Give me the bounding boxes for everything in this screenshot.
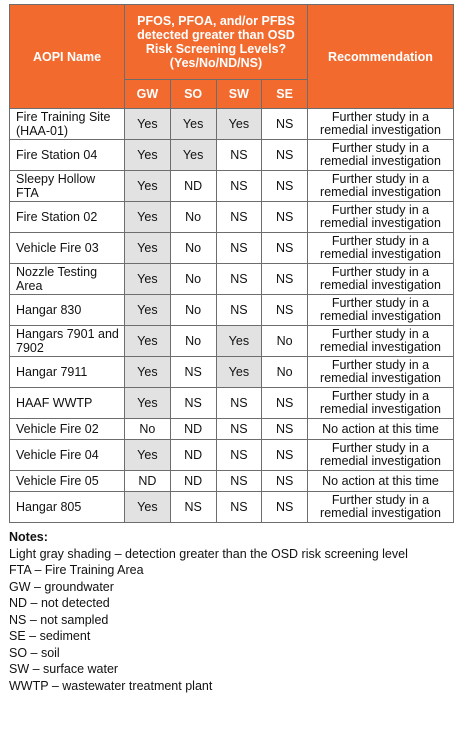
sw-cell: Yes <box>216 109 262 140</box>
se-cell: NS <box>262 471 308 492</box>
so-cell: ND <box>170 440 216 471</box>
header-recommendation: Recommendation <box>308 5 454 109</box>
gw-cell: Yes <box>125 264 171 295</box>
aopi-name-cell: Hangar 7911 <box>10 357 125 388</box>
table-row <box>10 109 454 140</box>
so-cell: ND <box>170 471 216 492</box>
gw-cell: Yes <box>125 295 171 326</box>
note-item: SE – sediment <box>9 629 91 643</box>
aopi-name-cell: Vehicle Fire 03 <box>10 233 125 264</box>
note-item: FTA – Fire Training Area <box>9 563 144 577</box>
aopi-name-cell: Hangar 830 <box>10 295 125 326</box>
recommendation-cell: Further study in a remedial investigation <box>308 326 454 357</box>
table-row <box>10 202 454 233</box>
note-item: WWTP – wastewater treatment plant <box>9 678 213 693</box>
recommendation-cell: Further study in a remedial investigation <box>308 202 454 233</box>
so-cell: ND <box>170 171 216 202</box>
se-cell: NS <box>262 233 308 264</box>
gw-cell: Yes <box>125 388 171 419</box>
sw-cell: NS <box>216 440 262 471</box>
so-cell: NS <box>170 357 216 388</box>
gw-cell: Yes <box>125 440 171 471</box>
gw-cell: Yes <box>125 233 171 264</box>
so-cell: Yes <box>170 140 216 171</box>
so-cell: Yes <box>170 109 216 140</box>
header-se: SE <box>262 80 308 109</box>
table-row <box>10 492 454 523</box>
sw-cell: NS <box>216 492 262 523</box>
recommendation-cell: Further study in a remedial investigation <box>308 440 454 471</box>
recommendation-cell: Further study in a remedial investigation <box>308 233 454 264</box>
note-item: SW – surface water <box>9 662 119 676</box>
recommendation-cell: No action at this time <box>308 419 454 440</box>
so-cell: NS <box>170 492 216 523</box>
table-row <box>10 295 454 326</box>
header-aopi-name: AOPI Name <box>10 5 125 109</box>
recommendation-cell: Further study in a remedial investigation <box>308 295 454 326</box>
so-cell: No <box>170 202 216 233</box>
gw-cell: Yes <box>125 171 171 202</box>
note-item: SO – soil <box>9 645 60 660</box>
aopi-results-table <box>9 4 454 523</box>
aopi-name-cell: Fire Training Site (HAA-01) <box>10 109 125 140</box>
header-gw: GW <box>125 80 171 109</box>
se-cell: No <box>262 357 308 388</box>
table-row <box>10 326 454 357</box>
se-cell: NS <box>262 109 308 140</box>
gw-cell: Yes <box>125 492 171 523</box>
table-row <box>10 264 454 295</box>
note-item: ND – not detected <box>9 596 110 610</box>
se-cell: NS <box>262 440 308 471</box>
header-sw: SW <box>216 80 262 109</box>
so-cell: No <box>170 264 216 295</box>
note-item: GW – groundwater <box>9 579 114 594</box>
note-item: NS – not sampled <box>9 612 109 627</box>
recommendation-cell: Further study in a remedial investigation <box>308 492 454 523</box>
notes-section <box>9 529 454 694</box>
se-cell: NS <box>262 388 308 419</box>
sw-cell: NS <box>216 471 262 492</box>
table-row <box>10 471 454 492</box>
aopi-name-cell: Nozzle Testing Area <box>10 264 125 295</box>
aopi-name-cell: Fire Station 02 <box>10 202 125 233</box>
header-so: SO <box>170 80 216 109</box>
gw-cell: No <box>125 419 171 440</box>
gw-cell: ND <box>125 471 171 492</box>
recommendation-cell: Further study in a remedial investigation <box>308 264 454 295</box>
gw-cell: Yes <box>125 326 171 357</box>
sw-cell: NS <box>216 233 262 264</box>
recommendation-cell: Further study in a remedial investigation <box>308 109 454 140</box>
sw-cell: NS <box>216 388 262 419</box>
aopi-name-cell: Vehicle Fire 05 <box>10 471 125 492</box>
table-row <box>10 419 454 440</box>
sw-cell: NS <box>216 171 262 202</box>
notes-title: Notes: <box>9 530 48 544</box>
sw-cell: Yes <box>216 357 262 388</box>
table-row <box>10 233 454 264</box>
recommendation-cell: Further study in a remedial investigation <box>308 388 454 419</box>
se-cell: NS <box>262 264 308 295</box>
table-row <box>10 388 454 419</box>
note-item: Light gray shading – detection greater than the OSD risk screening level <box>9 546 408 561</box>
so-cell: No <box>170 233 216 264</box>
se-cell: NS <box>262 492 308 523</box>
so-cell: No <box>170 326 216 357</box>
so-cell: NS <box>170 388 216 419</box>
aopi-name-cell: Sleepy Hollow FTA <box>10 171 125 202</box>
se-cell: NS <box>262 202 308 233</box>
header-detection-question: PFOS, PFOA, and/or PFBS detected greater than OSD Risk Screening Levels? (Yes/No/ND/NS) <box>125 5 308 80</box>
gw-cell: Yes <box>125 140 171 171</box>
sw-cell: NS <box>216 295 262 326</box>
gw-cell: Yes <box>125 109 171 140</box>
aopi-name-cell: Hangars 7901 and 7902 <box>10 326 125 357</box>
aopi-name-cell: Vehicle Fire 04 <box>10 440 125 471</box>
so-cell: No <box>170 295 216 326</box>
so-cell: ND <box>170 419 216 440</box>
se-cell: NS <box>262 140 308 171</box>
document <box>9 4 454 694</box>
se-cell: NS <box>262 419 308 440</box>
se-cell: NS <box>262 295 308 326</box>
aopi-name-cell: Fire Station 04 <box>10 140 125 171</box>
aopi-name-cell: Hangar 805 <box>10 492 125 523</box>
recommendation-cell: Further study in a remedial investigation <box>308 357 454 388</box>
se-cell: No <box>262 326 308 357</box>
aopi-name-cell: Vehicle Fire 02 <box>10 419 125 440</box>
table-row <box>10 140 454 171</box>
se-cell: NS <box>262 171 308 202</box>
recommendation-cell: No action at this time <box>308 471 454 492</box>
table-row <box>10 440 454 471</box>
sw-cell: NS <box>216 140 262 171</box>
recommendation-cell: Further study in a remedial investigation <box>308 171 454 202</box>
table-row <box>10 171 454 202</box>
sw-cell: Yes <box>216 326 262 357</box>
recommendation-cell: Further study in a remedial investigation <box>308 140 454 171</box>
aopi-name-cell: HAAF WWTP <box>10 388 125 419</box>
sw-cell: NS <box>216 202 262 233</box>
gw-cell: Yes <box>125 202 171 233</box>
sw-cell: NS <box>216 264 262 295</box>
sw-cell: NS <box>216 419 262 440</box>
gw-cell: Yes <box>125 357 171 388</box>
table-row <box>10 357 454 388</box>
